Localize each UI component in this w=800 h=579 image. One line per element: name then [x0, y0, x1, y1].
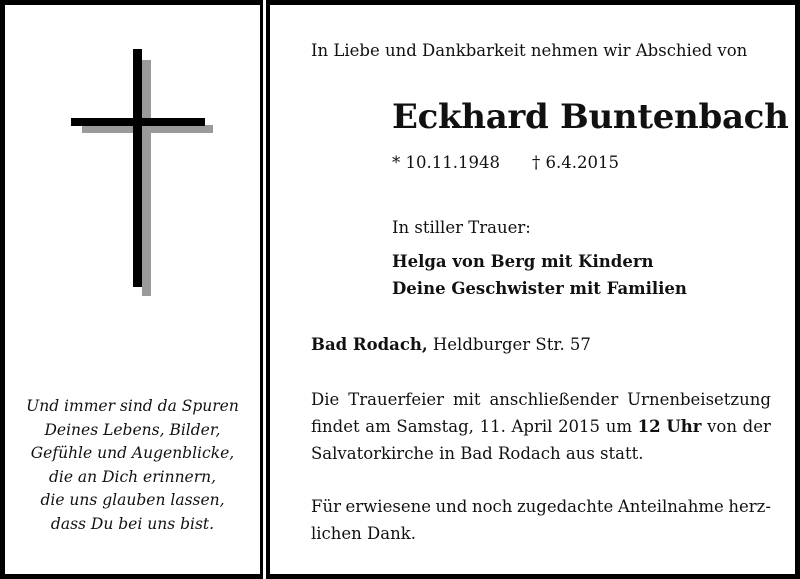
- poem-line: dass Du bei uns bist.: [50, 514, 215, 533]
- word: Trauerfeier: [348, 390, 445, 409]
- word: April: [511, 417, 553, 436]
- funeral-line: [311, 413, 771, 440]
- word: am: [365, 417, 391, 436]
- cross-main: [71, 49, 205, 287]
- word: anschließender: [489, 390, 619, 409]
- funeral-line: Salvatorkirche in Bad Rodach aus statt.: [311, 444, 644, 463]
- birth-date: * 10.11.1948: [392, 153, 500, 172]
- word: 2015: [558, 417, 601, 436]
- death-date: † 6.4.2015: [532, 153, 619, 172]
- word: Anteilnahme: [617, 497, 724, 516]
- memorial-poem: [5, 395, 260, 537]
- word: mit: [452, 390, 481, 409]
- address-city: Bad Rodach,: [311, 335, 428, 354]
- mourning-label: In stiller Trauer:: [392, 218, 531, 237]
- funeral-line: [311, 386, 771, 413]
- word: Urnenbeisetzung: [627, 390, 771, 409]
- word: um: [605, 417, 632, 436]
- funeral-details: [311, 386, 771, 467]
- poem-line: die an Dich erinnern,: [48, 467, 217, 486]
- thanks-line: lichen Dank.: [311, 524, 416, 543]
- address-street: Heldburger Str. 57: [427, 335, 591, 354]
- thanks-line: [311, 493, 771, 520]
- mourner: Helga von Berg mit Kindern: [392, 252, 654, 271]
- word: Für: [311, 497, 341, 516]
- address: [311, 335, 591, 354]
- word: Samstag,: [396, 417, 474, 436]
- intro-text: In Liebe und Dankbarkeit nehmen wir Abschied von: [311, 41, 748, 60]
- word: findet: [311, 417, 360, 436]
- deceased-name: Eckhard Buntenbach: [392, 97, 789, 137]
- word: von: [707, 417, 737, 436]
- mourner: Deine Geschwister mit Familien: [392, 279, 687, 298]
- word: Die: [311, 390, 340, 409]
- word: zugedachte: [516, 497, 614, 516]
- panel-divider: [260, 0, 270, 579]
- word: und: [435, 497, 468, 516]
- cross-icon: [5, 5, 260, 305]
- word: herz-: [728, 497, 771, 516]
- word: noch: [471, 497, 513, 516]
- word: erwiesene: [345, 497, 431, 516]
- mourners-list: [392, 248, 687, 302]
- funeral-time: 12 Uhr: [637, 417, 702, 436]
- thanks-text: [311, 493, 771, 547]
- life-dates: [392, 153, 619, 172]
- poem-line: Deines Lebens, Bilder,: [44, 420, 221, 439]
- cross-shadow: [82, 60, 213, 296]
- poem-line: Und immer sind da Spuren: [26, 397, 239, 415]
- right-panel: [270, 5, 795, 574]
- left-panel: [5, 5, 260, 574]
- word: der: [742, 417, 771, 436]
- poem-line: Gefühle und Augenblicke,: [30, 444, 235, 463]
- word: 11.: [479, 417, 506, 436]
- poem-line: die uns glauben lassen,: [40, 491, 225, 510]
